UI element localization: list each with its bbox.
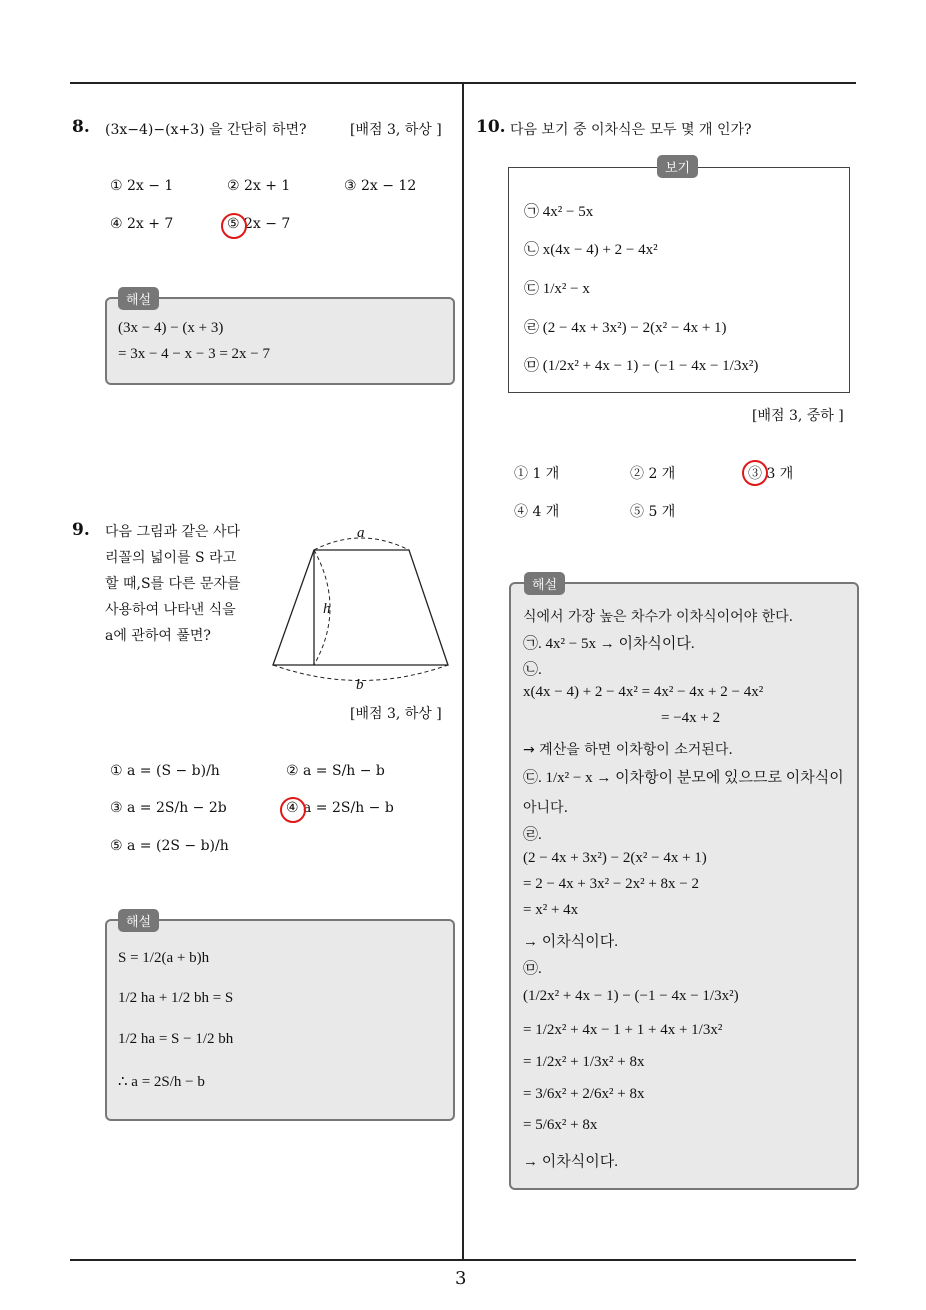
q10-solution-line-14: ㉤. [523, 961, 542, 977]
q10-choice-2[interactable]: ② 2 개 [630, 466, 676, 482]
q8-choice-4[interactable]: ④ 2x + 7 [110, 216, 174, 232]
q8-score: [배점 3, 하상 ] [350, 122, 442, 138]
q8-choice-3[interactable]: ③ 2x − 12 [344, 178, 417, 194]
q10-bogi-item-4: ㉣ (2 − 4x + 3x²) − 2(x² − 4x + 1) [524, 320, 727, 336]
q10-solution-line-5: = −4x + 2 [661, 710, 721, 726]
q8-choice-5[interactable]: ⑤ 2x − 7 [227, 216, 291, 232]
page-number: 3 [455, 1268, 467, 1289]
q9-label-b: b [356, 677, 364, 693]
q8-solution-line-2: = 3x − 4 − x − 3 = 2x − 7 [118, 346, 271, 362]
q10-solution-line-2: ㉠. 4x² − 5x → 이차식이다. [523, 636, 695, 652]
q9-score: [배점 3, 하상 ] [350, 706, 442, 722]
q10-choice-5[interactable]: ⑤ 5 개 [630, 504, 676, 520]
q10-solution-line-12: = x² + 4x [523, 902, 579, 918]
q10-solution-line-10: (2 − 4x + 3x²) − 2(x² − 4x + 1) [523, 850, 707, 866]
q8-number: 8. [72, 117, 90, 137]
q9-choice-1[interactable]: ① a = (S − b)/h [110, 763, 220, 779]
q10-question: 다음 보기 중 이차식은 모두 몇 개 인가? [510, 122, 752, 138]
q8-solution-box [105, 297, 455, 385]
q9-choice-5[interactable]: ⑤ a = (2S − b)/h [110, 838, 229, 854]
q10-solution-line-3: ㉡. [523, 662, 542, 678]
q10-solution-tag: 해설 [524, 572, 565, 595]
q10-score: [배점 3, 중하 ] [752, 408, 844, 424]
column-divider [462, 83, 464, 1260]
q8-solution-tag: 해설 [118, 287, 159, 310]
q9-number: 9. [72, 520, 90, 540]
q10-bogi-item-2: ㉡ x(4x − 4) + 2 − 4x² [524, 242, 658, 258]
q9-question-line-5: a에 관하여 풀면? [105, 628, 211, 644]
q10-solution-line-4: x(4x − 4) + 2 − 4x² = 4x² − 4x + 2 − 4x² [523, 684, 764, 700]
q9-trapezoid-figure [266, 524, 456, 696]
q8-answer-mark [221, 213, 247, 239]
q10-solution-line-1: 식에서 가장 높은 차수가 이차식이어야 한다. [523, 609, 794, 625]
q9-question-line-1: 다음 그림과 같은 사다 [105, 524, 241, 540]
q10-choice-4[interactable]: ④ 4 개 [514, 504, 560, 520]
q10-solution-line-20: → 이차식이다. [523, 1154, 618, 1170]
q8-question: (3x−4)−(x+3) 을 간단히 하면? [105, 122, 307, 138]
q9-solution-line-1: S = 1/2(a + b)h [118, 950, 210, 966]
q10-choice-3[interactable]: ③ 3 개 [748, 466, 794, 482]
q10-solution-line-16: = 1/2x² + 4x − 1 + 1 + 4x + 1/3x² [523, 1022, 723, 1038]
q9-solution-line-2: 1/2 ha + 1/2 bh = S [118, 990, 234, 1006]
q9-choice-2[interactable]: ② a = S/h − b [286, 763, 385, 779]
q10-bogi-item-5: ㉤ (1/2x² + 4x − 1) − (−1 − 4x − 1/3x²) [524, 358, 759, 374]
q9-solution-line-3: 1/2 ha = S − 1/2 bh [118, 1031, 234, 1047]
q9-solution-line-4: ∴ a = 2S/h − b [118, 1074, 205, 1090]
q10-solution-line-19: = 5/6x² + 8x [523, 1117, 598, 1133]
q9-solution-tag: 해설 [118, 909, 159, 932]
q10-bogi-item-3: ㉢ 1/x² − x [524, 281, 590, 297]
q10-bogi-item-1: ㉠ 4x² − 5x [524, 204, 594, 220]
q10-solution-line-6: → 계산을 하면 이차항이 소거된다. [523, 742, 733, 758]
bottom-rule [70, 1259, 856, 1261]
q9-choice-4[interactable]: ④ a = 2S/h − b [286, 800, 394, 816]
q10-solution-line-17: = 1/2x² + 1/3x² + 8x [523, 1054, 645, 1070]
q10-solution-line-18: = 3/6x² + 2/6x² + 8x [523, 1086, 645, 1102]
q10-number: 10. [476, 117, 506, 137]
q10-solution-line-15: (1/2x² + 4x − 1) − (−1 − 4x − 1/3x²) [523, 988, 739, 1004]
q9-answer-mark [280, 797, 306, 823]
q9-question-line-4: 사용하여 나타낸 식을 [105, 602, 236, 618]
q10-solution-line-9: ㉣. [523, 827, 542, 843]
q9-question-line-2: 리꼴의 넓이를 S 라고 [105, 550, 237, 566]
q10-solution-line-13: → 이차식이다. [523, 934, 618, 950]
q10-choice-1[interactable]: ① 1 개 [514, 466, 560, 482]
q10-solution-line-8: 아니다. [523, 800, 569, 816]
q10-bogi-tag: 보기 [657, 155, 698, 178]
q8-choice-2[interactable]: ② 2x + 1 [227, 178, 291, 194]
q9-label-h: h [323, 601, 331, 617]
q10-solution-line-7: ㉢. 1/x² − x → 이차항이 분모에 있으므로 이차식이 [523, 770, 844, 786]
q10-solution-line-11: = 2 − 4x + 3x² − 2x² + 8x − 2 [523, 876, 700, 892]
q9-label-a: a [357, 525, 365, 541]
q10-answer-mark [742, 460, 768, 486]
q8-choice-1[interactable]: ① 2x − 1 [110, 178, 174, 194]
q9-question-line-3: 할 때,S를 다른 문자를 [105, 576, 241, 592]
q9-choice-3[interactable]: ③ a = 2S/h − 2b [110, 800, 227, 816]
q8-solution-line-1: (3x − 4) − (x + 3) [118, 320, 224, 336]
